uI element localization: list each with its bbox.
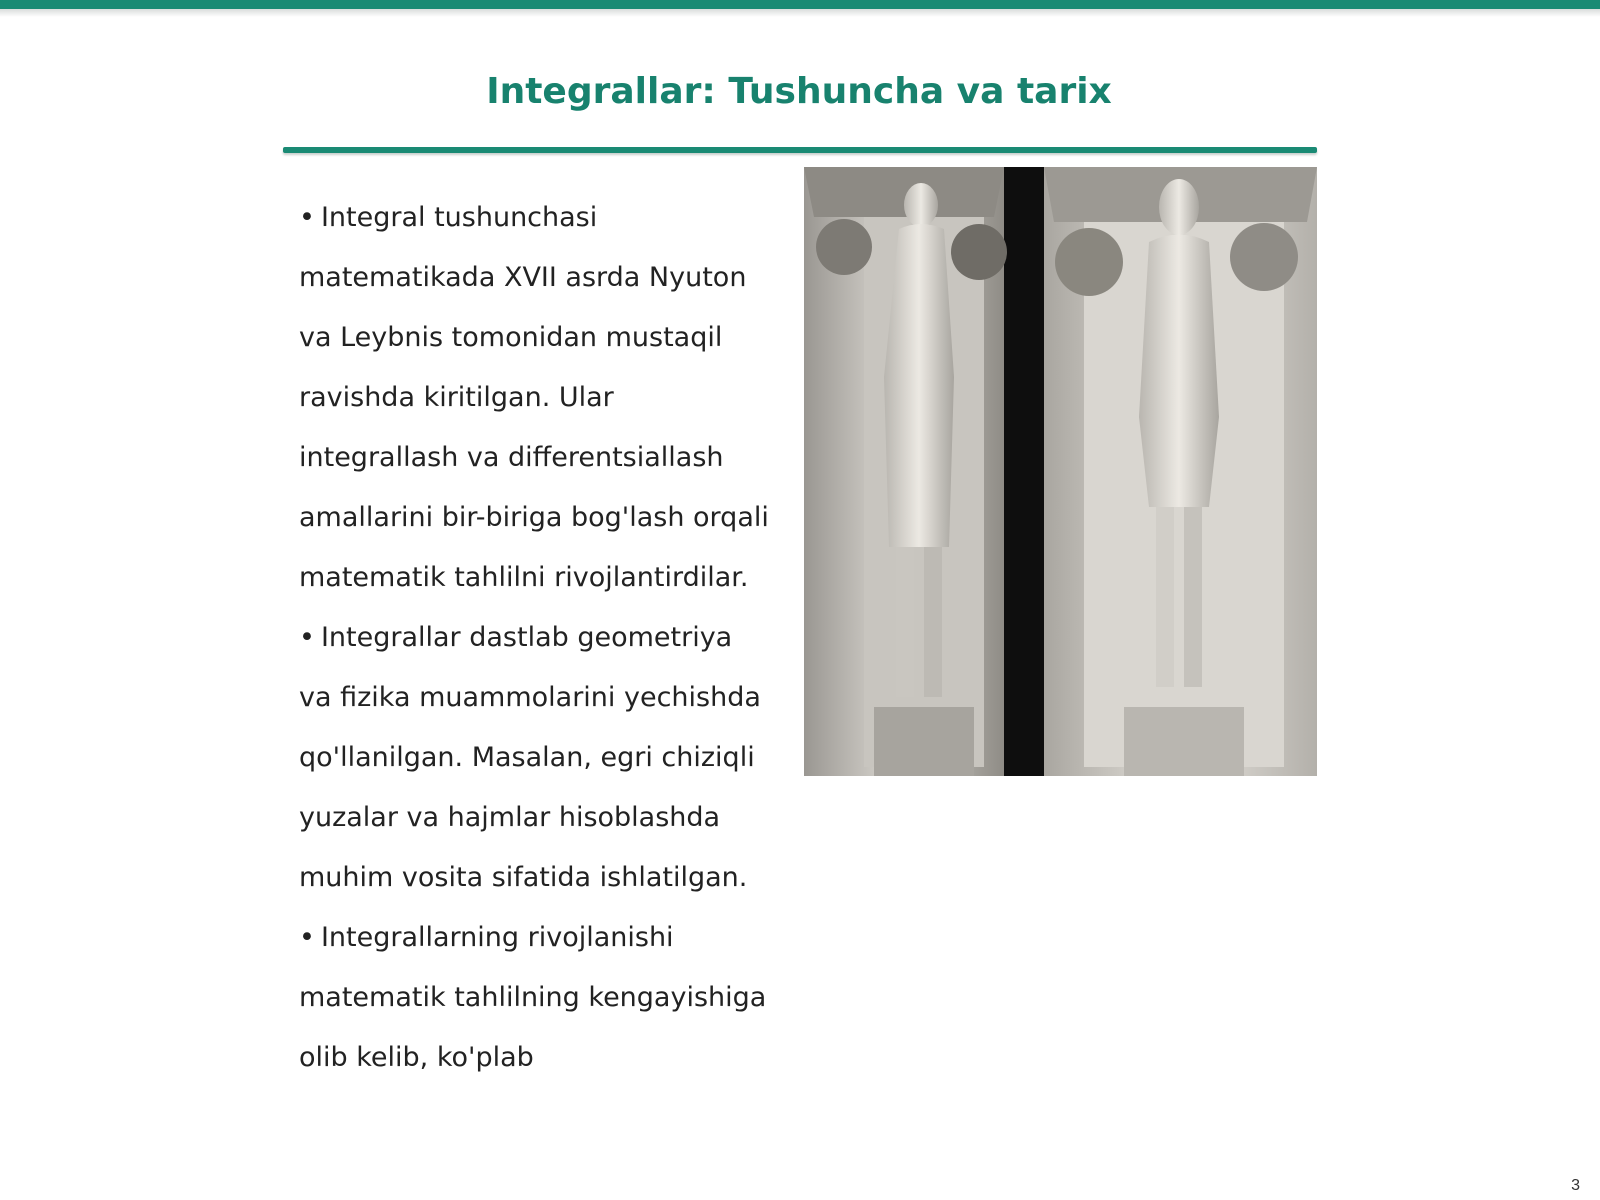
statues-illustration <box>804 167 1317 776</box>
right-pedestal <box>1124 707 1244 776</box>
page-number: 3 <box>1571 1177 1580 1194</box>
left-foliage-2 <box>951 224 1007 280</box>
bullet-item <box>299 608 769 908</box>
bullet-dot-icon: • <box>299 622 315 653</box>
right-foliage <box>1055 228 1123 296</box>
left-statue-leg-2 <box>924 547 942 697</box>
left-statue-leg <box>896 547 914 697</box>
bullet-text: Integral tushunchasi matematikada XVII asrda Nyuton va Leybnis tomonidan mustaqil ravishda kiritilgan. Ular integrallash va differentsiallash amallarini bir-biriga bog'lash orqali matematik tahlilni rivojlantirdilar. <box>299 202 769 593</box>
bullet-text: Integrallarning rivojlanishi matematik tahlilning kengayishiga olib kelib, ko'plab <box>299 922 767 1073</box>
bullet-dot-icon: • <box>299 202 315 233</box>
slide-title: Integrallar: Tushuncha va tarix <box>486 71 1112 112</box>
title-underline <box>283 147 1317 153</box>
bullet-item <box>299 188 769 608</box>
bullet-item <box>299 908 769 1088</box>
statues-photo <box>804 167 1317 776</box>
left-foliage <box>816 219 872 275</box>
bullet-dot-icon: • <box>299 922 315 953</box>
left-pedestal <box>874 707 974 776</box>
right-statue-leg-2 <box>1184 507 1202 687</box>
left-capital <box>804 167 1004 217</box>
right-statue-body <box>1139 235 1219 508</box>
bullet-text: Integrallar dastlab geometriya va fizika muammolarini yechishda qo'llanilgan. Masalan, egri chiziqli yuzalar va hajmlar hisoblashda muhim vosita sifatida ishlatilgan. <box>299 622 761 893</box>
right-statue-head <box>1159 179 1199 235</box>
bullet-list <box>299 188 769 1088</box>
left-statue-head <box>904 183 938 227</box>
top-bar-shadow <box>0 9 1600 17</box>
top-accent-bar <box>0 0 1600 9</box>
right-foliage-2 <box>1230 223 1298 291</box>
right-statue-leg <box>1156 507 1174 687</box>
